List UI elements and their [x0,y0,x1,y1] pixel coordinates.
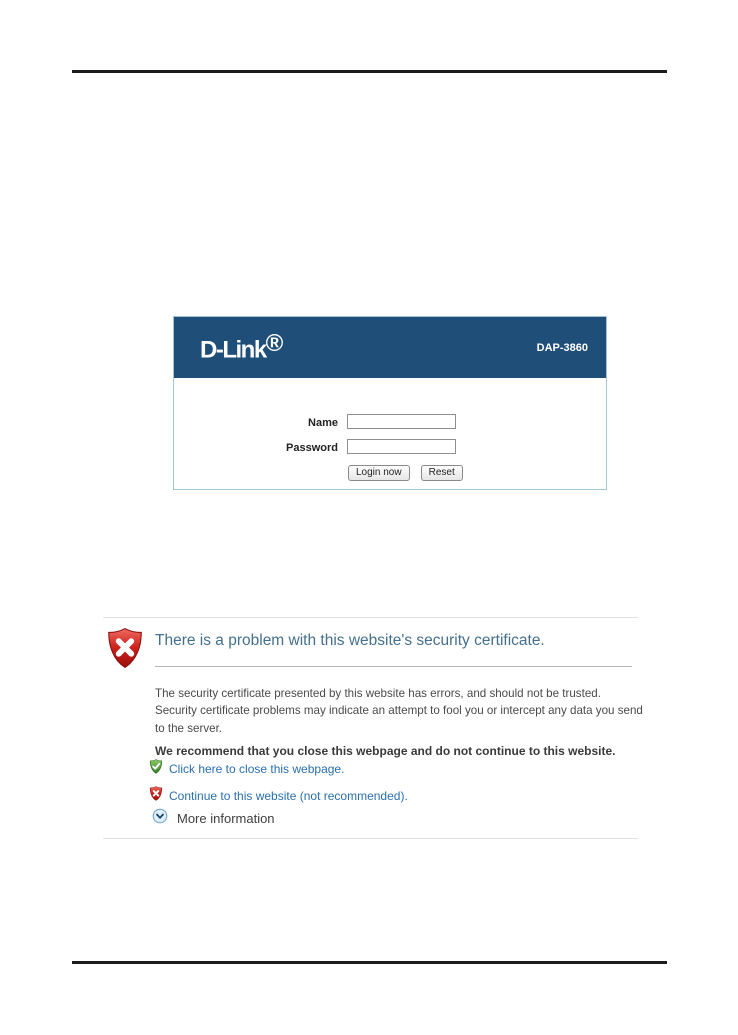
dlink-header-bar [174,317,606,378]
login-now-button[interactable]: Login now [348,465,410,481]
login-button-row [348,465,463,481]
cert-body-line-2: Security certificate problems may indicate an attempt to fool you or intercept any data you send to the server. [155,704,643,735]
password-input[interactable] [347,439,456,454]
certificate-warning-screenshot [103,617,643,839]
brand-text: D-Link [200,336,266,364]
continue-website-link[interactable] [149,786,408,806]
cert-recommendation: We recommend that you close this webpage and do not continue to this website. [155,744,616,758]
name-label: Name [308,417,338,429]
title-divider [155,666,632,667]
close-webpage-link[interactable] [149,759,344,779]
cert-body-text [155,685,647,737]
dlink-logo [200,330,282,364]
red-shield-x-icon[interactable] [149,786,163,806]
green-shield-check-icon[interactable] [149,759,163,779]
cert-body-line-1: The security certificate presented by this website has errors, and should not be trusted. [155,687,601,700]
more-information-expander[interactable] [152,808,275,829]
registered-mark: ® [265,330,282,358]
dlink-login-screenshot [173,316,607,490]
close-webpage-link-label[interactable]: Click here to close this webpage. [169,762,345,776]
password-label: Password [286,442,338,454]
reset-button[interactable]: Reset [421,465,463,481]
cert-warning-title: There is a problem with this website's security certificate. [155,632,545,649]
red-shield-x-icon [106,627,144,674]
expand-down-icon[interactable] [152,808,168,829]
model-label: DAP-3860 [536,341,588,354]
name-input[interactable] [347,414,456,429]
continue-website-link-label[interactable]: Continue to this website (not recommended). [169,789,408,803]
header-rule [72,70,667,73]
footer-rule [72,961,667,964]
more-information-label[interactable]: More information [177,811,275,826]
